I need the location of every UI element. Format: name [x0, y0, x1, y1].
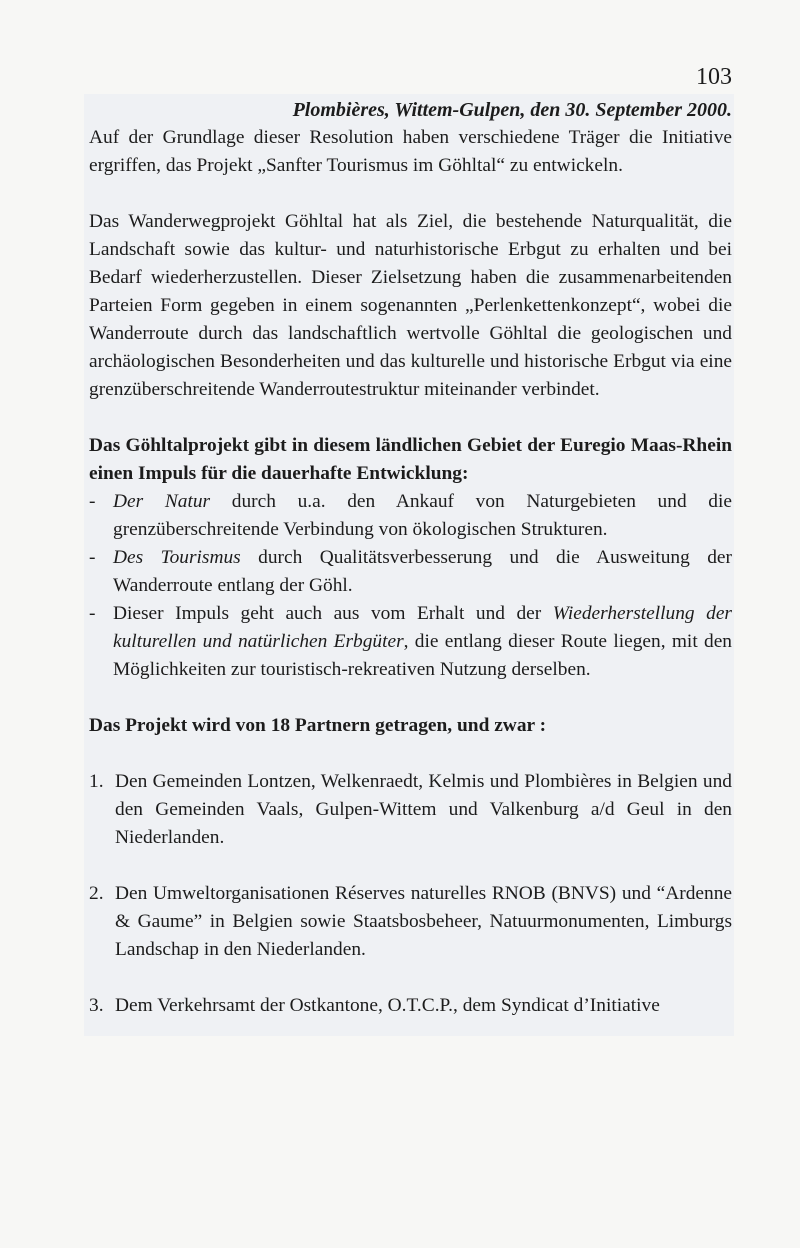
page-number: 103	[696, 64, 732, 90]
list-item	[89, 544, 732, 600]
impulse-list	[89, 488, 732, 684]
list-marker: -	[89, 491, 96, 512]
partners-list	[89, 768, 732, 1020]
spacer	[89, 404, 732, 432]
dateline: Plombières, Wittem-Gulpen, den 30. September 2000.	[292, 99, 732, 121]
list-item-text: Dieser Impuls geht auch aus vom Erhalt und der	[113, 603, 553, 624]
paragraph-intro: Auf der Grundlage dieser Resolution haben verschiedene Träger die Initiative ergriffen, das Projekt „Sanfter Tourismus im Göhltal“ zu entwickeln.	[89, 127, 732, 176]
list-item	[89, 600, 732, 684]
list-item-text: Den Gemeinden Lontzen, Welkenraedt, Kelmis und Plombières in Belgien und den Gemeinden Vaals, Gulpen-Wittem und Valkenburg a/d Geul in den Niederlanden.	[115, 771, 732, 848]
list-item	[89, 768, 732, 852]
list-item-text: Dem Verkehrsamt der Ostkantone, O.T.C.P., dem Syndicat d’Initiative	[115, 995, 660, 1016]
list-item	[89, 880, 732, 964]
list-marker: 2.	[89, 883, 104, 904]
list-item	[89, 992, 732, 1020]
heading-impulse: Das Göhltalprojekt gibt in diesem ländlichen Gebiet der Euregio Maas-Rhein einen Impuls für die dauerhafte Entwicklung:	[89, 435, 732, 484]
spacer	[89, 740, 732, 768]
list-item-text: durch u.a. den Ankauf von Naturgebieten und die grenzüberschreitende Verbindung von ökologischen Strukturen.	[113, 491, 732, 540]
list-marker: 3.	[89, 995, 104, 1016]
list-item-emphasis: Des Tourismus	[113, 547, 241, 568]
page-content	[89, 96, 732, 1020]
spacer	[89, 684, 732, 712]
spacer	[89, 852, 732, 880]
list-item-text: Den Umweltorganisationen Réserves naturelles RNOB (BNVS) und “Ardenne & Gaume” in Belgien sowie Staatsbosbeheer, Natuurmonumenten, Limburgs Landschap in den Niederlanden.	[115, 883, 732, 960]
list-marker: 1.	[89, 771, 104, 792]
paragraph-project-goal: Das Wanderwegprojekt Göhltal hat als Ziel, die bestehende Naturqualität, die Landschaft sowie das kultur- und naturhistorische Erbgut zu erhalten und bei Bedarf wiederherzustellen. Dieser Zielsetzung haben die zusammenarbeitenden Parteien Form gegeben in einem sogenannten „Perlenkettenkonzept“, wobei die Wanderroute durch das landschaftlich wertvolle Göhltal die geologischen und archäologischen Besonderheiten und das kulturelle und historische Erbgut via eine grenzüberschreitende Wanderroutestruktur miteinander verbindet.	[89, 211, 732, 400]
spacer	[89, 964, 732, 992]
list-marker: -	[89, 603, 96, 624]
list-item-emphasis: Der Natur	[113, 491, 211, 512]
list-marker: -	[89, 547, 96, 568]
list-item-text: , die entlang dieser Route liegen, mit den Möglichkeiten zur touristisch-rekreativen Nutzung derselben.	[113, 631, 732, 680]
spacer	[89, 180, 732, 208]
list-item	[89, 488, 732, 544]
heading-partners: Das Projekt wird von 18 Partnern getragen, und zwar :	[89, 715, 547, 736]
list-item-emphasis: Wiederherstellung der kulturellen und natürlichen Erbgüter	[113, 603, 732, 652]
list-item-text: durch Qualitätsverbesserung und die Ausweitung der Wanderroute entlang der Göhl.	[113, 547, 732, 596]
